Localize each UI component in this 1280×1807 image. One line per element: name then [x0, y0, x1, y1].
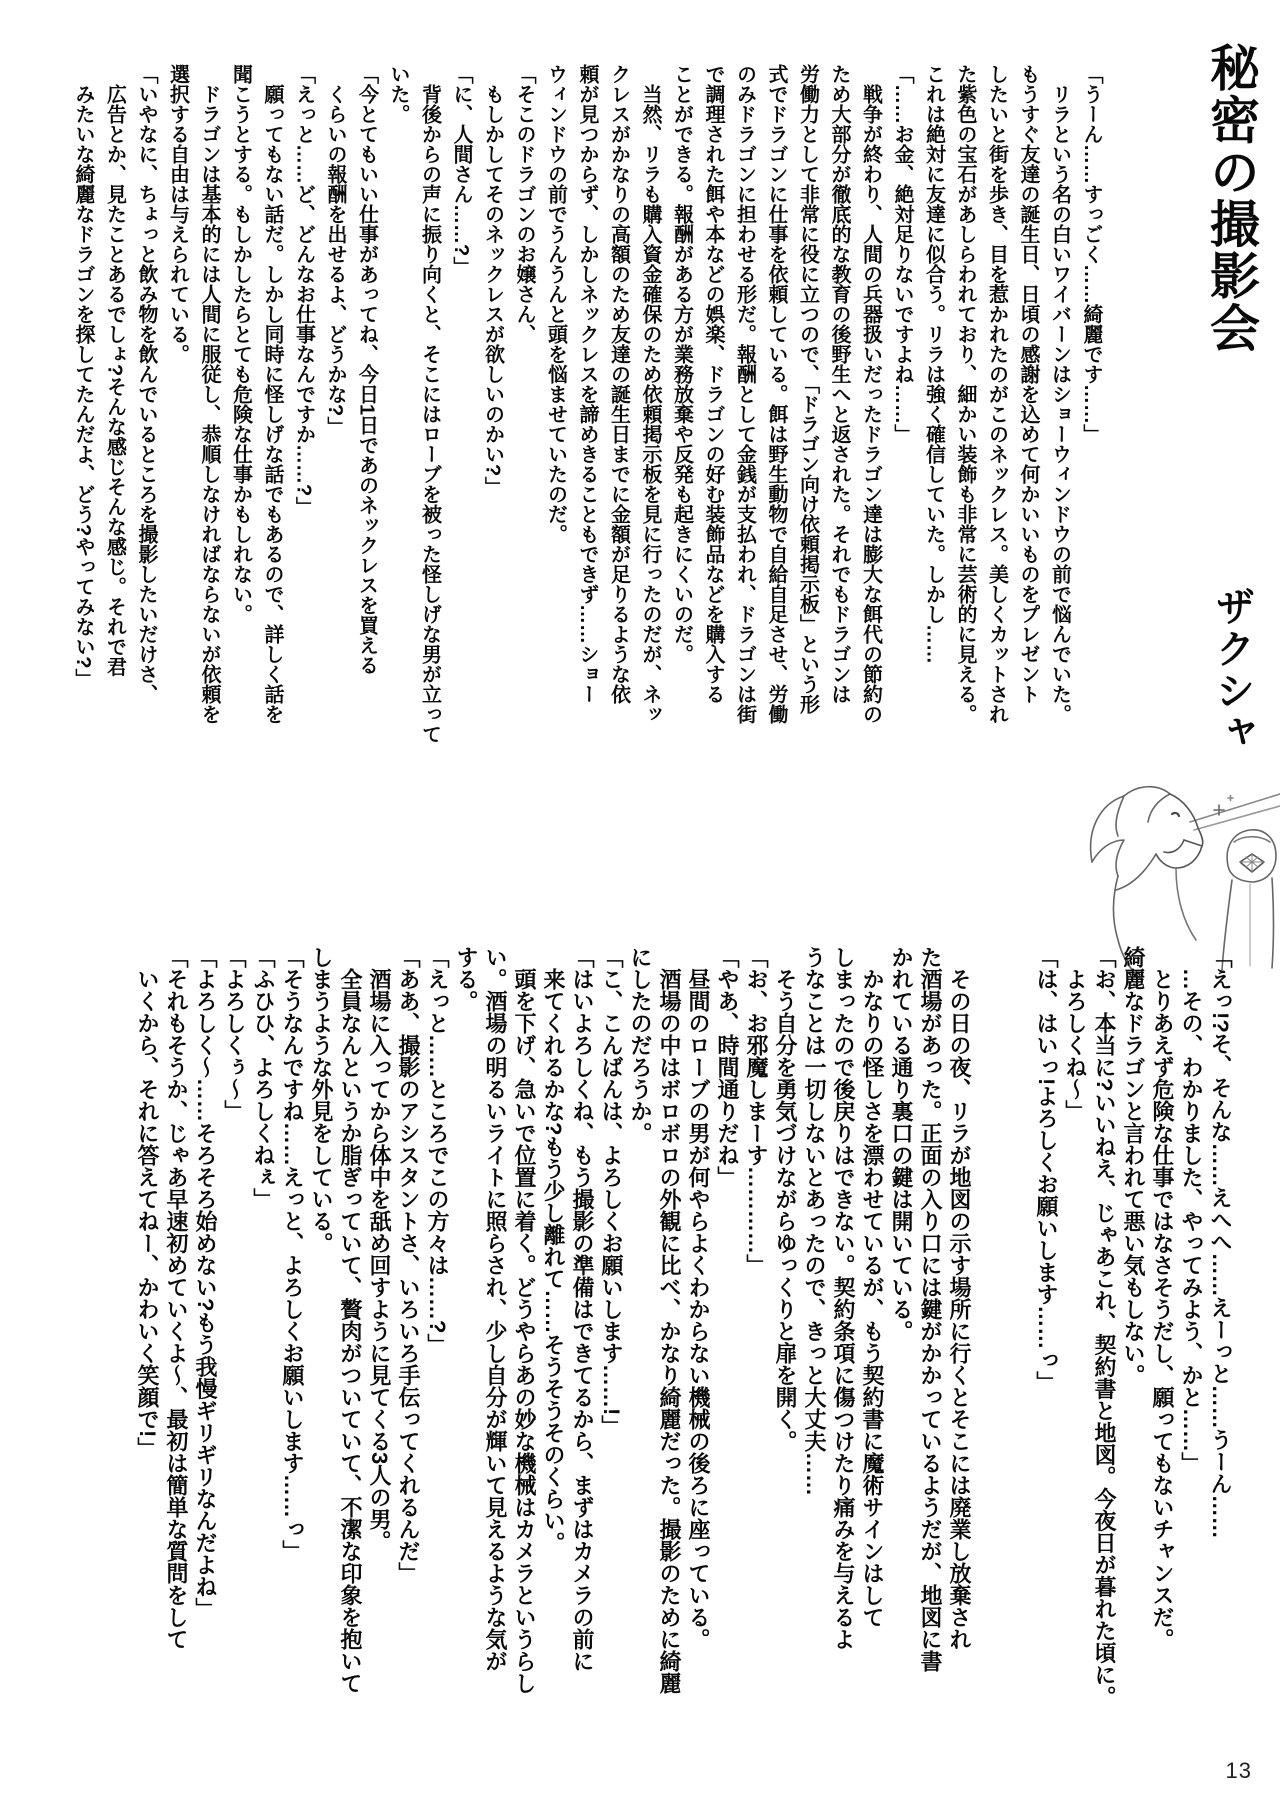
- text-column: 「えっと……ど、どんなお仕事なんですか……?」: [292, 64, 315, 517]
- text-column: その日の夜、リラが地図の示す場所に行くとそこには廃業し放棄され: [947, 946, 972, 1650]
- text-column: リラという名の白いワイバーンはショーウィンドウの前で悩んでいた。: [1048, 64, 1071, 724]
- text-column: しまうような外見をしている。: [309, 946, 334, 1254]
- text-column: いくから、それに答えてねー、かわいく笑顔で!」: [135, 946, 160, 1460]
- text-column: い。酒場の明るいライトに照らされ、少し自分が輝いて見えるような気が: [483, 946, 508, 1672]
- text-column: 「そうなんですね……えっと、よろしくお願いします……っ」: [280, 946, 305, 1562]
- text-column: 願ってもない話だ。しかし同時に怪しげな話でもあるので、詳しく話を: [261, 64, 283, 724]
- text-column: しまったので後戻りはできない。契約条項に傷つけたり痛みを与えるよ: [831, 946, 856, 1650]
- text-column: 背後からの声に振り向くと、そこにはローブを被った怪しげな男が立って: [418, 64, 441, 744]
- text-column: 「今とてもいい仕事があってね、今日1日であのネックレスを買える: [355, 64, 378, 676]
- text-column: うなことは一切しないとあったので、きっと大丈夫……: [802, 946, 827, 1496]
- text-column: 「いやなに、ちょっと飲み物を飲んでいるところを撮影したいだけさ、: [135, 64, 157, 704]
- page-number: 13: [1225, 1758, 1252, 1783]
- text-column: 戦争が終わり、人間の兵器扱いだったドラゴン達は膨大な餌代の節約の: [859, 64, 882, 724]
- text-column: 「こ、こんばんは、よろしくお願いします……!」: [599, 946, 624, 1438]
- text-column: 「ふひひ、よろしくねぇ」: [251, 946, 276, 1210]
- text-column: とりあえず危険な仕事ではなさそうだし、願ってもないチャンスだ。: [1150, 946, 1175, 1650]
- text-column: 全員なんというか脂ぎっていて、贅肉がついていて、不潔な印象を抱いて: [338, 946, 363, 1694]
- text-column: 「お、お邪魔しまーす…………」: [744, 946, 769, 1276]
- text-column: 来てくれるかな?もう少し離れて……そうそうそのくらい。: [541, 946, 566, 1554]
- text-column: 選択する自由は与えられている。: [166, 64, 189, 364]
- text-column: クレスがかなりの高額のため友達の誕生日までに金額が足りるような依: [607, 64, 630, 704]
- text-column: くらいの報酬を出せるよ、どうかな?」: [324, 64, 346, 437]
- text-column: 「はいよろしくね、もう撮影の準備はできてるから、まずはカメラの前に: [570, 946, 595, 1672]
- text-column: ため大部分が徹底的な教育の後野生へと返された。それでもドラゴンは: [828, 64, 850, 704]
- text-column: にしたのだろうか。: [628, 946, 653, 1144]
- text-column: もうすぐ友達の誕生日、日頃の感謝を込めて何かいいものをプレゼント: [1017, 64, 1039, 704]
- text-column: 「そこのドラゴンのお嬢さん、: [513, 64, 535, 344]
- text-column: ウィンドウの前でうんうんと頭を悩ませていたのだ。: [544, 64, 567, 544]
- text-column: そう自分を勇気づけながらゆっくりと扉を開く。: [773, 946, 798, 1452]
- text-column: 「よろしくぅ〜」: [222, 946, 247, 1122]
- text-column: ドラゴンは基本的には人間に服従し、恭順しなければならないが依頼を: [198, 64, 220, 724]
- text-column: 「に、人間さん……?」: [450, 64, 472, 277]
- text-column: 「よろしく〜……そろそろ始めない?もう我慢ギリギリなんだよね」: [193, 946, 218, 1620]
- text-column: 「うーん……すっごく……綺麗です……」: [1080, 64, 1102, 444]
- text-column: する。: [454, 946, 479, 1012]
- text-column: かなりの怪しさを漂わせているが、もう契約書に魔術サインはして: [860, 946, 885, 1628]
- story-section-bottom: [133, 946, 1235, 1724]
- text-column: 頼が見つからず、しかしネックレスを諦めきることもできず……ショー: [576, 64, 598, 704]
- text-column: 酒場に入ってから体中を舐め回すように見てくる3人の男。: [367, 946, 392, 1553]
- text-column: みたいな綺麗なドラゴンを探してたんだよ、どう?やってみない?」: [72, 64, 94, 689]
- page-title: 秘密の撮影会: [1203, 42, 1259, 354]
- text-column: 昼間のローブの男が何やらよくわからない機械の後ろに座っている。: [686, 946, 711, 1650]
- text-column: 綺麗なドラゴンと言われて悪い気もしない。: [1121, 946, 1146, 1386]
- text-column: 「やあ、時間通りだね」: [715, 946, 740, 1188]
- text-column: 「……お金、絶対足りないですよね……」: [891, 64, 913, 444]
- text-column: …その、わかりました、やってみよう、かと……」: [1179, 946, 1204, 1474]
- text-column: のみドラゴンに担わせる形だ。報酬として金銭が支払われ、ドラゴンは街: [733, 64, 756, 724]
- text-column: 頭を下げ、急いで位置に着く。どうやらあの妙な機械はカメラというらし: [512, 946, 537, 1694]
- text-column: 労働力として非常に役に立つので、「ドラゴン向け依頼掲示板」という形: [796, 64, 819, 714]
- text-column: いた。: [387, 64, 409, 124]
- text-column: したいと街を歩き、目を惹かれたのがこのネックレス。美しくカットされ: [985, 64, 1008, 724]
- text-column: これは絶対に友達に似合う。リラは強く確信していた。しかし……: [922, 64, 945, 664]
- text-column: 「は、はいっ!よろしくお願いします……っ」: [1034, 946, 1059, 1394]
- text-column: 聞こうとする。もしかしたらとても危険な仕事かもしれない。: [229, 64, 252, 624]
- story-section-top: [67, 64, 1107, 764]
- text-column: 「お、本当に?いいねえ、じゃあこれ、契約書と地図。今夜日が暮れた頃に。: [1092, 946, 1117, 1708]
- text-column: 酒場の中はボロボロの外観に比べ、かなり綺麗だった。撮影のために綺麗: [657, 946, 682, 1694]
- author-name: ザクシャ: [1210, 586, 1254, 754]
- text-column: もしかしてそのネックレスが欲しいのかい?」: [481, 64, 504, 497]
- text-column: 広告とか、見たことあるでしょ?そんな感じそんな感じ。それで君: [103, 64, 126, 677]
- text-column: よろしくね〜」: [1063, 946, 1088, 1122]
- text-column: [974, 946, 1003, 1724]
- text-column: 「それもそうか、じゃあ早速初めていくよ〜、最初は簡単な質問をして: [164, 946, 189, 1650]
- text-column: 式でドラゴンに仕事を依頼している。餌は野生動物で自給自足させ、労働: [765, 64, 787, 724]
- text-column: 「ああ、撮影のアシスタントさ、いろいろ手伝ってくれるんだ」: [396, 946, 421, 1584]
- text-column: かれている通り裏口の鍵は開いている。: [889, 946, 914, 1342]
- text-column: 「えっと……ところでこの方々は……?」: [425, 946, 450, 1356]
- text-column: た酒場があった。正面の入り口には鍵がかかっているようだが、地図に書: [918, 946, 943, 1672]
- text-column: で調理された餌や本などの娯楽、ドラゴンの好む装飾品などを購入する: [702, 64, 724, 704]
- text-column: た紫色の宝石があしらわれており、細かい装飾も非常に芸術的に見える。: [954, 64, 976, 724]
- text-column: ことができる。報酬がある方が業務放棄や反発も起きにくいのだ。: [670, 64, 693, 664]
- text-column: 「えっ!?そ、そんな……えへへ……えーっと……うーん……: [1208, 946, 1233, 1539]
- text-column: [1003, 946, 1032, 1724]
- text-column: 当然、リラも購入資金確保のため依頼掲示板を見に行ったのだが、ネッ: [639, 64, 661, 724]
